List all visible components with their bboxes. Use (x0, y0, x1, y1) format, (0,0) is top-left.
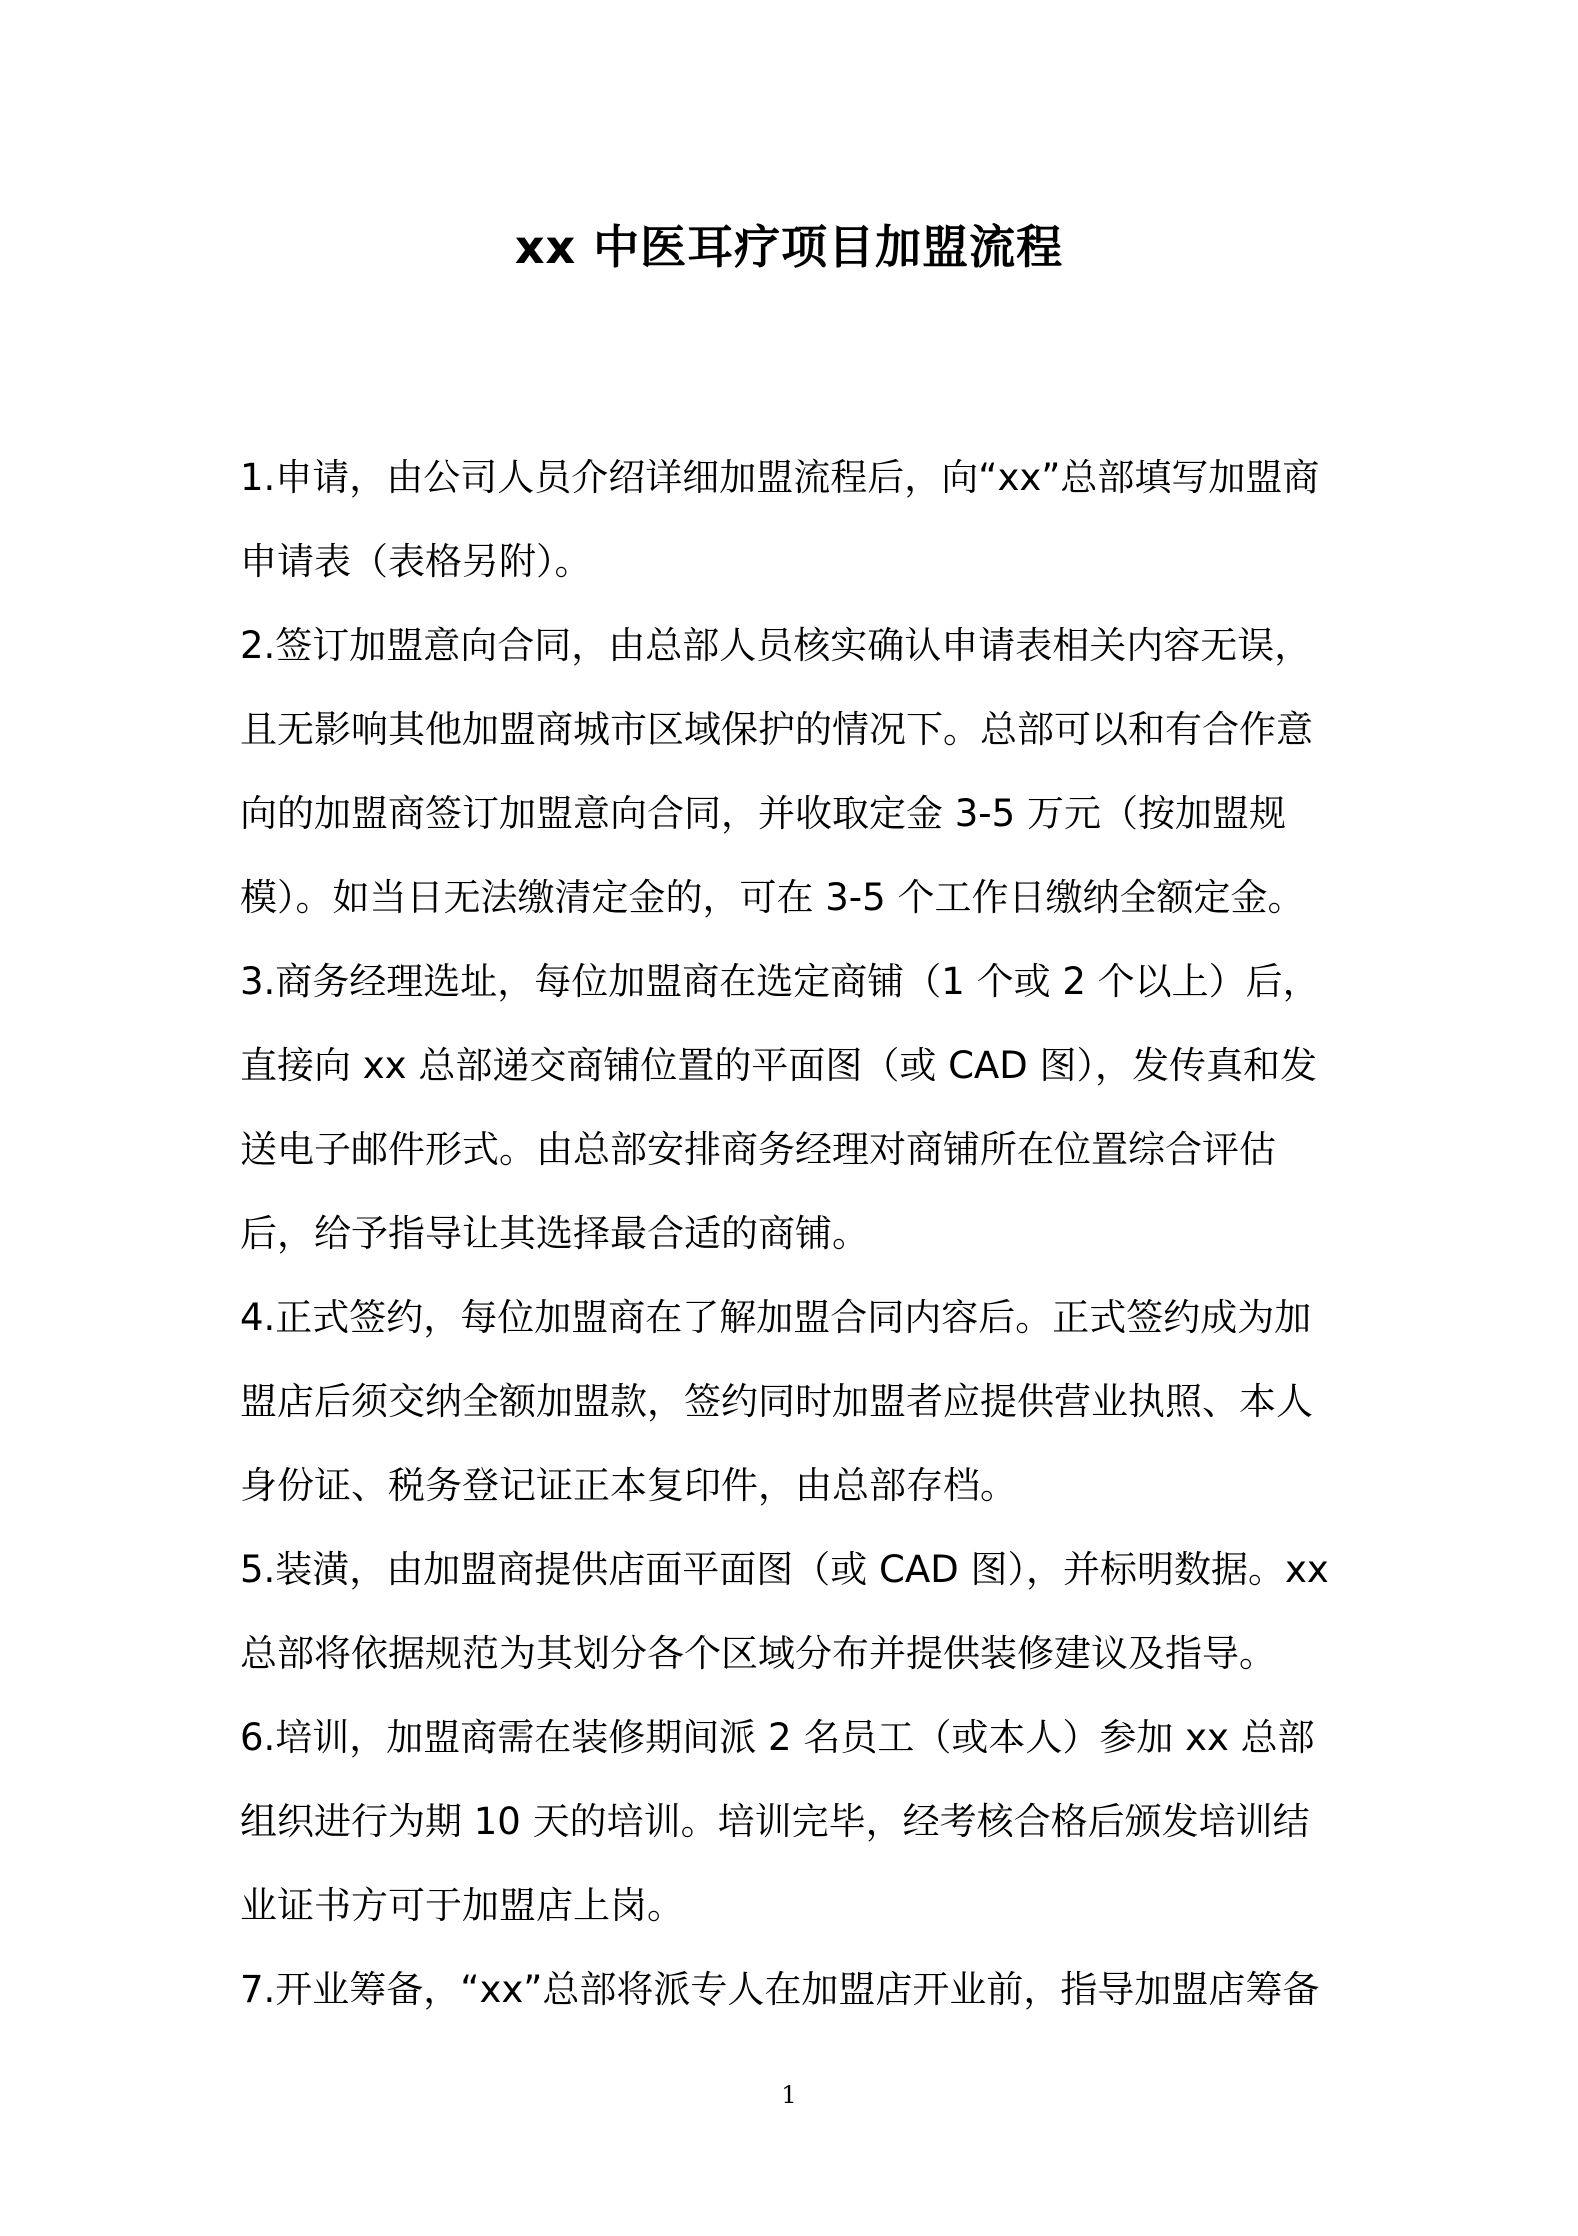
paragraph-step-2: 2.签订加盟意向合同，由总部人员核实确认申请表相关内容无误，且无影响其他加盟商城市区域保护的情况下。总部可以和有合作意向的加盟商签订加盟意向合同，并收取定金 3-5 万元（按加盟规模）。如当日无法缴清定金的，可在 3-5 个工作日缴纳全额定金。 (240, 624, 1313, 919)
paragraph-step-3: 3.商务经理选址，每位加盟商在选定商铺（1 个或 2 个以上）后，直接向 xx 总部递交商铺位置的平面图（或 CAD 图），发传真和发送电子邮件形式。由总部安排商务经理对商铺所在位置综合评估后，给予指导让其选择最合适的商铺。 (240, 960, 1320, 1255)
paragraph-step-7: 7.开业筹备，“xx”总部将派专人在加盟店开业前，指导加盟店筹备 (240, 1968, 1320, 2011)
document-body (240, 436, 1346, 2032)
page-number: 1 (781, 2081, 797, 2109)
paragraph-step-4: 4.正式签约，每位加盟商在了解加盟合同内容后。正式签约成为加盟店后须交纳全额加盟款，签约同时加盟者应提供营业执照、本人身份证、税务登记证正本复印件，由总部存档。 (240, 1296, 1313, 1507)
document-title: xx 中医耳疗项目加盟流程 (514, 220, 1064, 274)
paragraph-step-6: 6.培训，加盟商需在装修期间派 2 名员工（或本人）参加 xx 总部组织进行为期 10 天的培训。培训完毕，经考核合格后颁发培训结业证书方可于加盟店上岗。 (240, 1716, 1315, 1927)
paragraph-step-5: 5.装潢，由加盟商提供店面平面图（或 CAD 图），并标明数据。xx 总部将依据规范为其划分各个区域分布并提供装修建议及指导。 (240, 1548, 1329, 1675)
paragraph-step-1: 1.申请，由公司人员介绍详细加盟流程后，向“xx”总部填写加盟商申请表（表格另附）。 (240, 456, 1320, 583)
